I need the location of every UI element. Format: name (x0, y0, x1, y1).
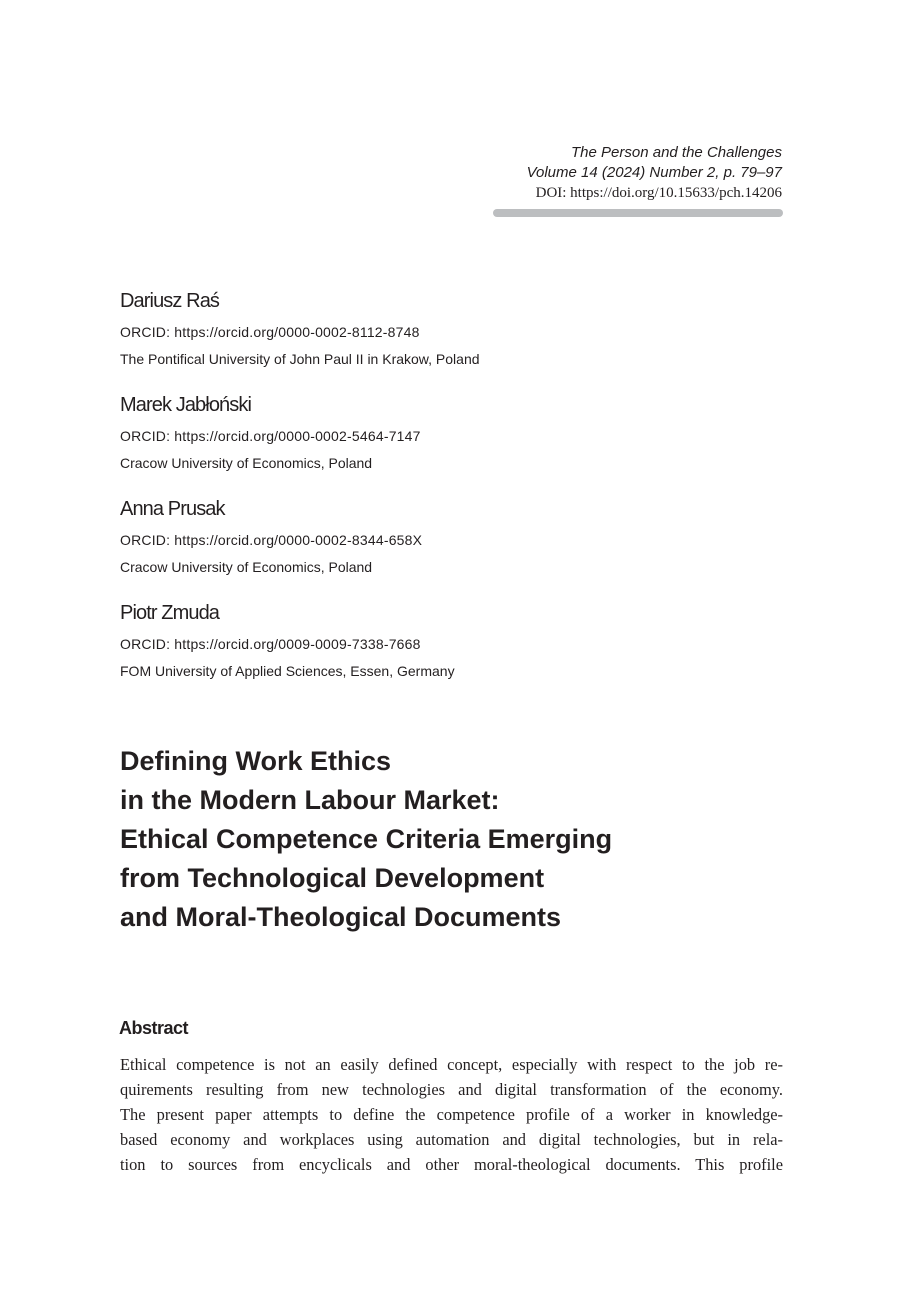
article-title (120, 742, 800, 937)
author-affiliation: Cracow University of Economics, Poland (120, 455, 373, 471)
journal-header (527, 143, 782, 203)
author-affiliation: The Pontifical University of John Paul II in Krakow, Poland (120, 351, 480, 367)
author-block (120, 495, 720, 599)
author-orcid-link[interactable]: ORCID: https://orcid.org/0000-0002-8344-658X (120, 532, 423, 548)
author-name: Marek Jabłoński (120, 394, 252, 416)
author-block (120, 391, 720, 495)
author-block (120, 287, 720, 391)
journal-volume: Volume 14 (2024) Number 2, p. 79–97 (526, 164, 782, 181)
abstract-line: quirements resulting from new technologies and digital transformation of the economy. (120, 1080, 783, 1099)
author-orcid-link[interactable]: ORCID: https://orcid.org/0009-0009-7338-7668 (120, 636, 421, 652)
journal-doi[interactable]: DOI: https://doi.org/10.15633/pch.14206 (535, 185, 782, 201)
title-line: and Moral-Theological Documents (120, 902, 562, 932)
abstract-line: tion to sources from encyclicals and other moral-theological documents. This profile (120, 1155, 783, 1174)
abstract-line: Ethical competence is not an easily defined concept, especially with respect to the job re- (120, 1055, 783, 1074)
author-affiliation: FOM University of Applied Sciences, Essen, Germany (120, 663, 455, 679)
header-divider (493, 209, 783, 217)
author-affiliation: Cracow University of Economics, Poland (120, 559, 373, 575)
author-name: Piotr Zmuda (120, 602, 220, 624)
author-orcid-link[interactable]: ORCID: https://orcid.org/0000-0002-5464-7147 (120, 428, 421, 444)
author-block (120, 599, 720, 703)
abstract-heading: Abstract (119, 1018, 189, 1038)
title-line: Defining Work Ethics (120, 746, 392, 776)
title-line: in the Modern Labour Market: (120, 785, 500, 815)
author-name: Anna Prusak (120, 498, 225, 520)
author-list (120, 287, 720, 703)
title-line: from Technological Development (120, 863, 545, 893)
abstract-line: based economy and workplaces using automation and digital technologies, but in rela- (120, 1130, 783, 1149)
abstract-text (120, 1052, 783, 1177)
author-orcid-link[interactable]: ORCID: https://orcid.org/0000-0002-8112-8748 (120, 324, 420, 340)
abstract-line: The present paper attempts to define the competence profile of a worker in knowledge- (120, 1105, 783, 1124)
journal-name: The Person and the Challenges (571, 144, 782, 161)
title-line: Ethical Competence Criteria Emerging (120, 824, 613, 854)
author-name: Dariusz Raś (120, 290, 220, 312)
